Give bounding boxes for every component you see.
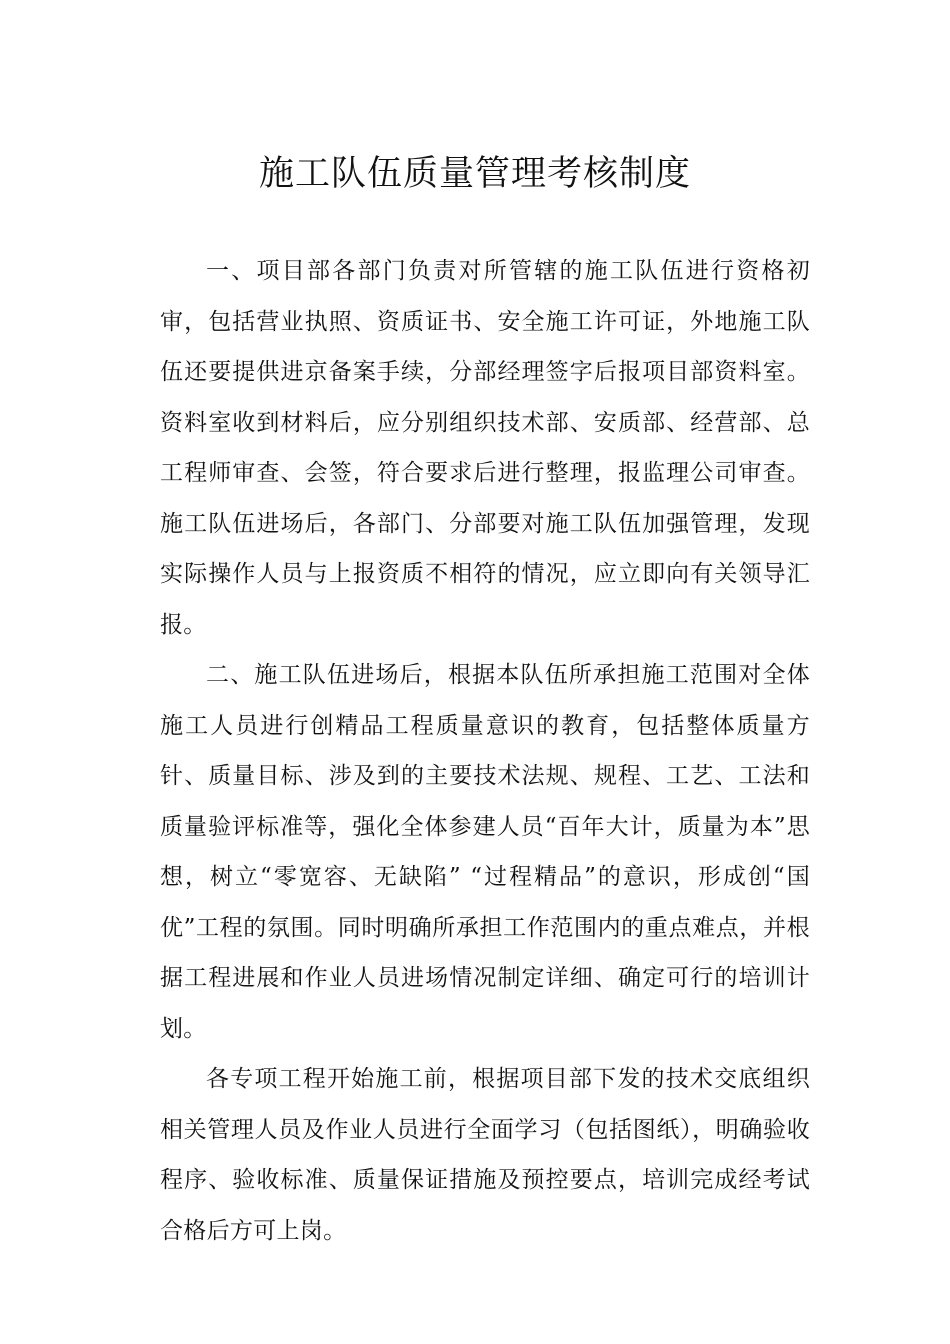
document-body: [160, 246, 810, 1256]
paragraph-2: 二、施工队伍进场后，根据本队伍所承担施工范围对全体施工人员进行创精品工程质量意识的教育，包括整体质量方针、质量目标、涉及到的主要技术法规、规程、工艺、工法和质量验评标准等，强化全体参建人员“百年大计，质量为本”思想，树立“零宽容、无缺陷” “过程精品”的意识，形成创“国优”工程的氛围。同时明确所承担工作范围内的重点难点，并根据工程进展和作业人员进场情况制定详细、确定可行的培训计划。: [160, 662, 810, 1042]
document-title: 施工队伍质量管理考核制度: [258, 154, 691, 194]
paragraph-3: 各专项工程开始施工前，根据项目部下发的技术交底组织相关管理人员及作业人员进行全面学习（包括图纸），明确验收程序、验收标准、质量保证措施及预控要点，培训完成经考试合格后方可上岗。: [160, 1066, 810, 1244]
paragraph-1: 一、项目部各部门负责对所管辖的施工队伍进行资格初审，包括营业执照、资质证书、安全施工许可证，外地施工队伍还要提供进京备案手续，分部经理签字后报项目部资料室。资料室收到材料后，应分别组织技术部、安质部、经营部、总工程师审查、会签，符合要求后进行整理，报监理公司审查。施工队伍进场后，各部门、分部要对施工队伍加强管理，发现实际操作人员与上报资质不相符的情况，应立即向有关领导汇报。: [160, 258, 810, 638]
